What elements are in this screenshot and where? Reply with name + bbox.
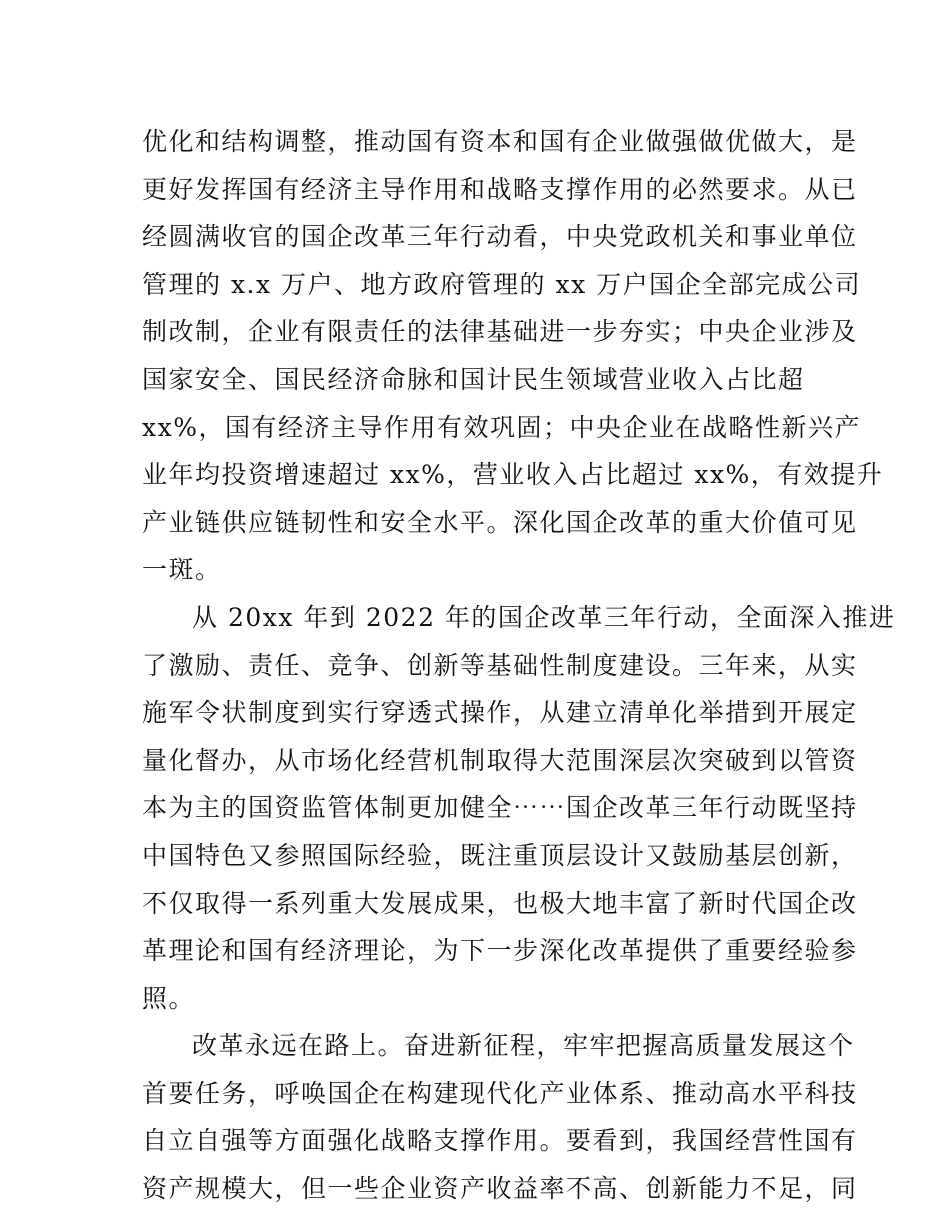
text-line: 了激励、责任、竞争、创新等基础性制度建设。三年来，从实 [142,650,858,680]
paragraph-3 [142,1022,858,1212]
text-line: 制改制，企业有限责任的法律基础进一步夯实；中央企业涉及 [142,317,858,347]
document-body [142,118,896,1213]
text-line: 改革永远在路上。奋进新征程，牢牢把握高质量发展这个 [192,1031,855,1061]
text-line: 产业链供应链韧性和安全水平。深化国企改革的重大价值可见 [142,507,858,537]
text-line: 中国特色又参照国际经验，既注重顶层设计又鼓励基层创新， [142,840,858,870]
text-line: 首要任务，呼唤国企在构建现代化产业体系、推动高水平科技 [142,1078,858,1108]
paragraph-2 [142,594,896,1022]
text-line: 一斑。 [142,555,222,585]
text-line: 不仅取得一系列重大发展成果，也极大地丰富了新时代国企改 [142,888,858,918]
text-line: 自立自强等方面强化战略支撑作用。要看到，我国经营性国有 [142,1126,858,1156]
text-line: 革理论和国有经济理论，为下一步深化改革提供了重要经验参 [142,936,858,966]
text-line: 施军令状制度到实行穿透式操作，从建立清单化举措到开展定 [142,698,858,728]
text-line: 业年均投资增速超过 xx%，营业收入占比超过 xx%，有效提升 [142,460,884,490]
text-line: 量化督办，从市场化经营机制取得大范围深层次突破到以管资 [142,745,858,775]
text-line: 本为主的国资监管体制更加健全⋯⋯国企改革三年行动既坚持 [142,793,858,823]
text-line: 优化和结构调整，推动国有资本和国有企业做强做优做大，是 [142,127,858,156]
text-line: 国家安全、国民经济命脉和国计民生领域营业收入占比超 [142,364,805,394]
text-line: 更好发挥国有经济主导作用和战略支撑作用的必然要求。从已 [142,174,858,204]
text-line: 资产规模大，但一些企业资产收益率不高、创新能力不足，同 [142,1174,858,1204]
text-line: 照。 [142,983,196,1013]
text-line: 从 20xx 年到 2022 年的国企改革三年行动，全面深入推进 [192,602,896,632]
text-line: 管理的 x.x 万户、地方政府管理的 xx 万户国企全部完成公司 [142,269,862,299]
text-line: 经圆满收官的国企改革三年行动看，中央党政机关和事业单位 [142,222,858,252]
paragraph-1 [142,118,884,594]
text-line: xx%，国有经济主导作用有效巩固；中央企业在战略性新兴产 [142,412,861,442]
